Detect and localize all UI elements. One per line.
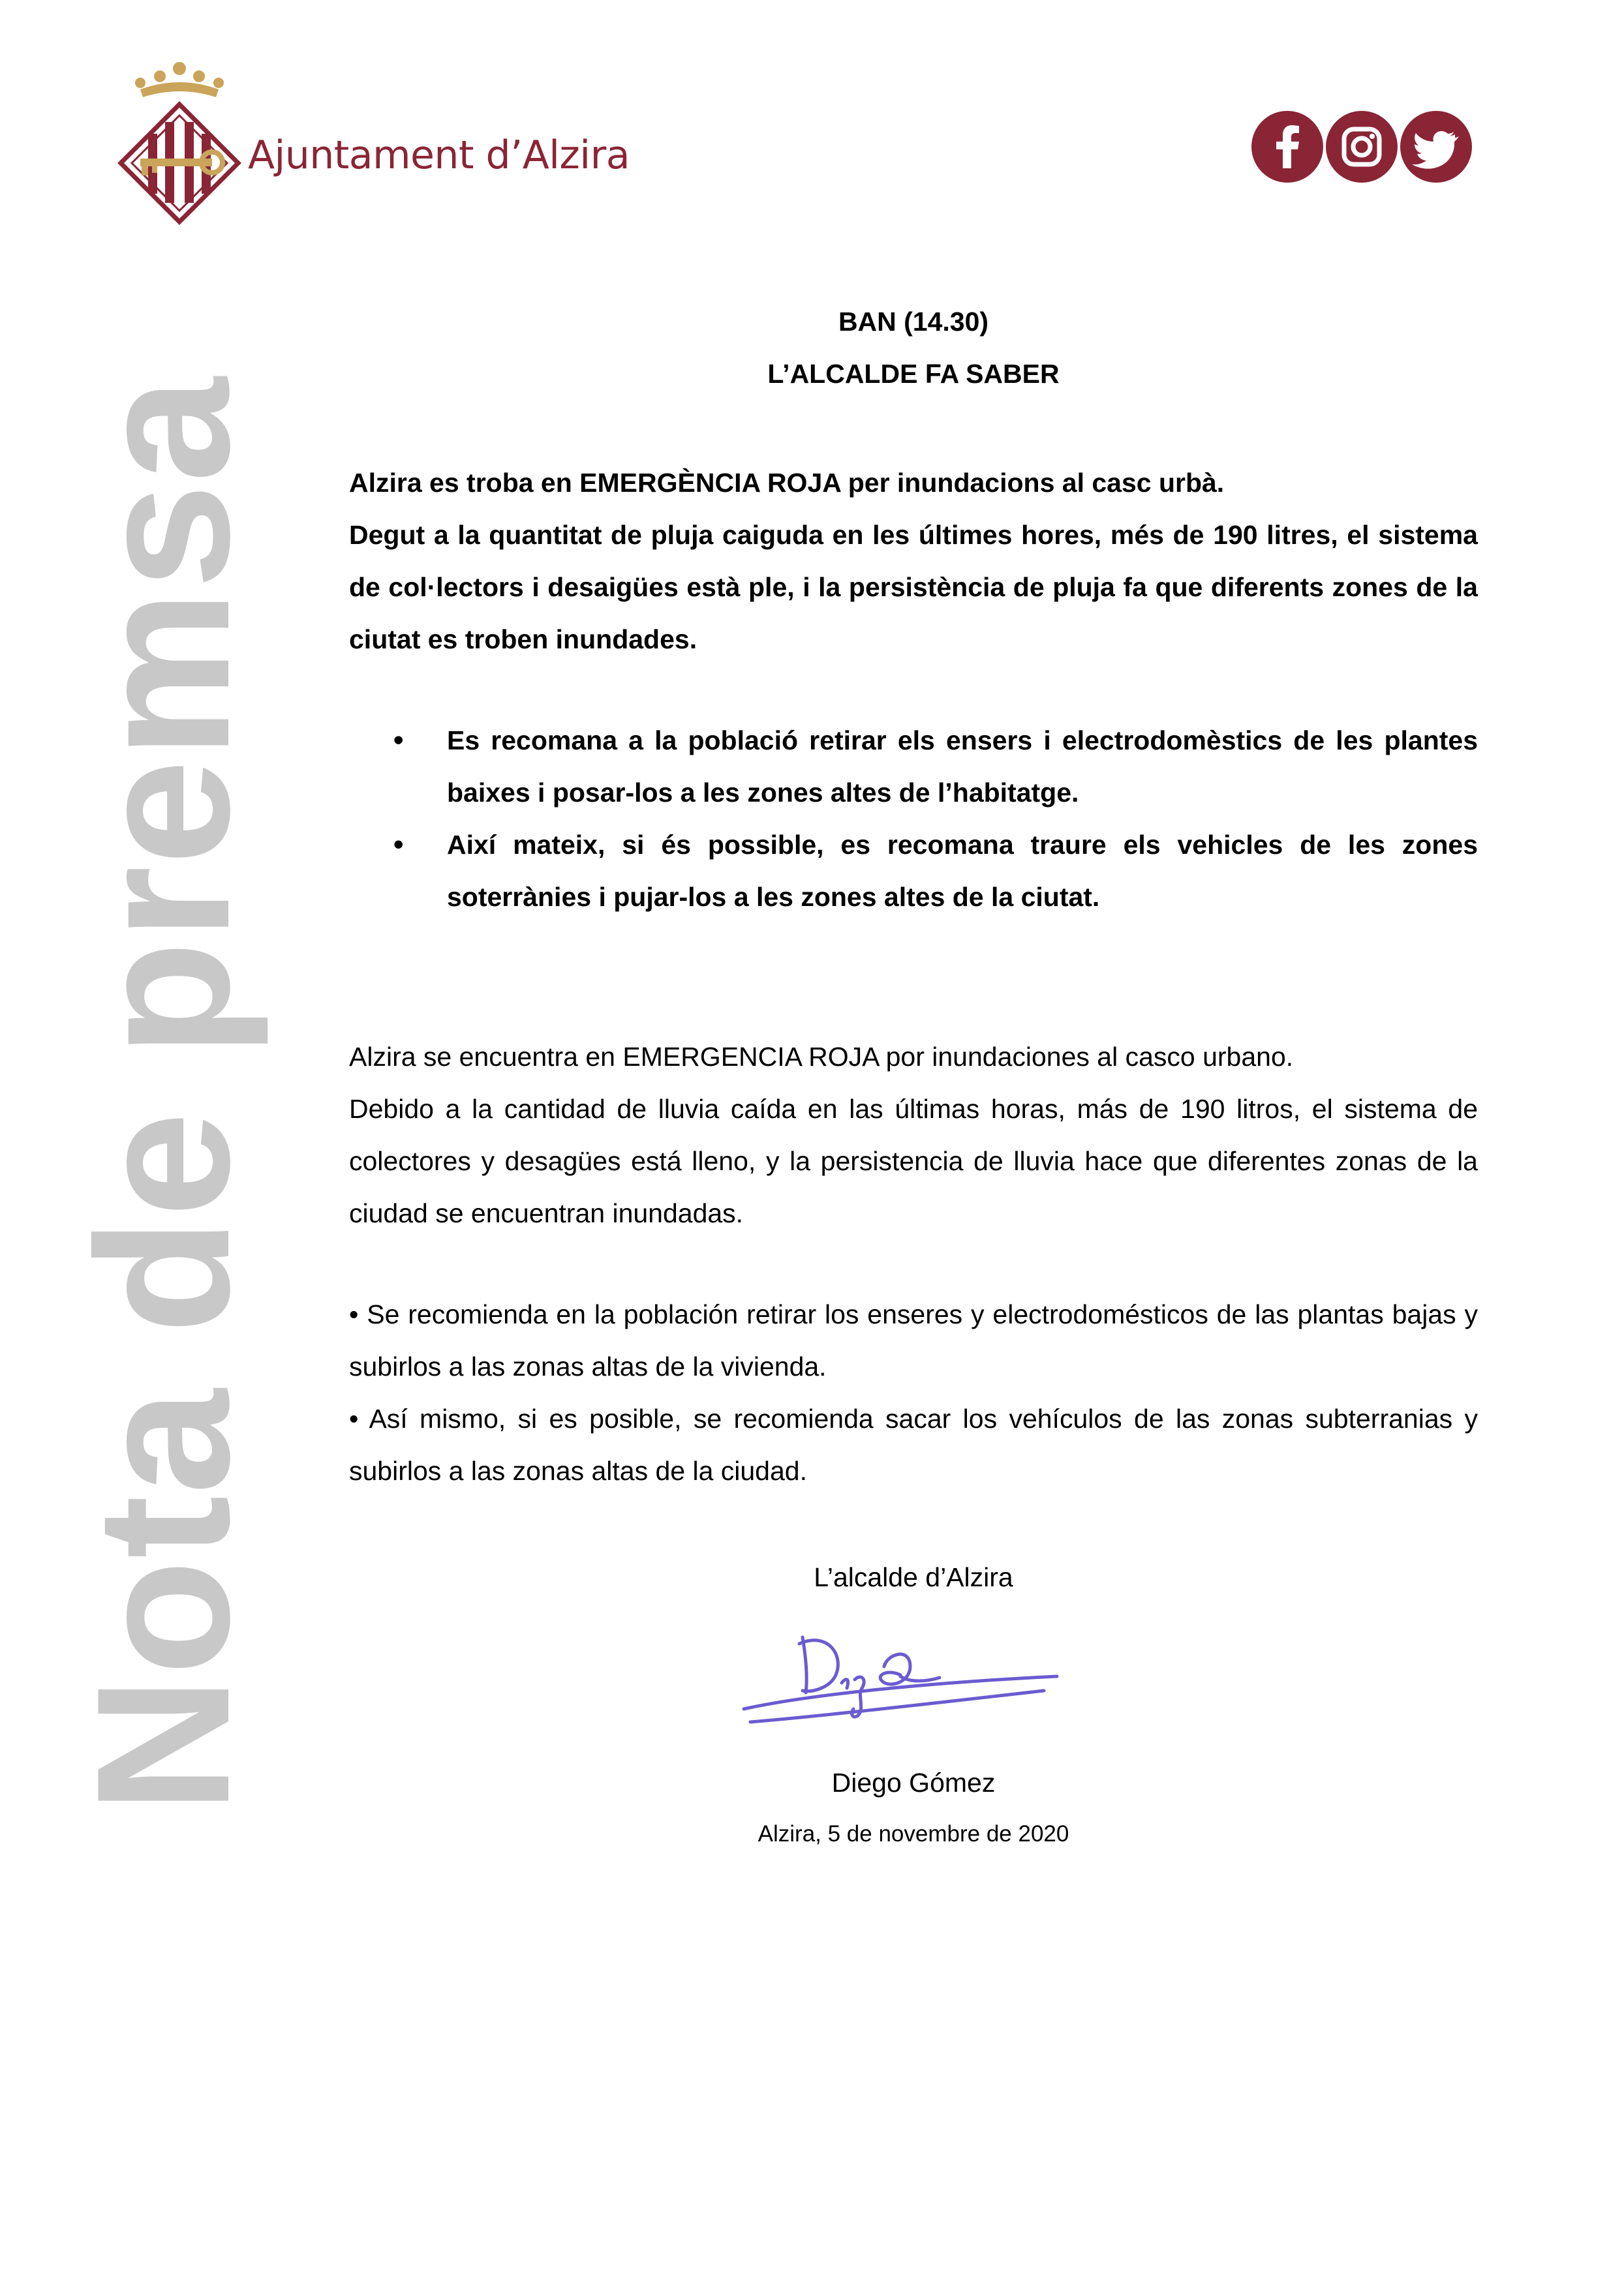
facebook-icon[interactable]	[1251, 111, 1323, 183]
list-item: • Es recomana a la població retirar els ensers i electrodomèstics de les plantes baixes i posar-los a les zones altes de l’habitatge.	[447, 714, 1478, 819]
signature-date: Alzira, 5 de novembre de 2020	[758, 1821, 1069, 1847]
handwritten-signature	[731, 1618, 1070, 1748]
spanish-body: Debido a la cantidad de lluvia caída en las últimas horas, más de 190 litros, el sistema de colectores y desagües está lleno, y la persistencia de lluvia hace que diferentes zonas de la ciudad se encuentran inundadas.	[349, 1094, 1478, 1228]
twitter-icon[interactable]	[1400, 111, 1472, 183]
watermark-nota-de-premsa: Nota de premsa	[57, 376, 269, 1813]
signature-role: L’alcalde d’Alzira	[814, 1562, 1013, 1592]
list-item: • Així mateix, si és possible, es recomana traure els vehicles de les zones soterrànies i pujar-los a les zones altes de la ciutat.	[447, 819, 1478, 923]
org-logo	[114, 62, 630, 225]
spanish-lead: Alzira se encuentra en EMERGENCIA ROJA por inundaciones al casco urbano.	[349, 1042, 1294, 1072]
org-name: Ajuntament d’Alzira	[248, 132, 630, 178]
signature-name: Diego Gómez	[831, 1768, 996, 1798]
spanish-bullet-1: • Se recomienda en la población retirar los enseres y electrodomésticos de las plantas bajas y subirlos a las zonas altas de la vivienda.	[349, 1299, 1478, 1382]
valencian-lead: Alzira es troba en EMERGÈNCIA ROJA per inundacions al casc urbà.	[349, 468, 1225, 498]
valencian-recommendations	[349, 714, 1478, 923]
instagram-icon[interactable]	[1326, 111, 1398, 183]
title-alcalde: L’ALCALDE FA SABER	[767, 359, 1060, 389]
spanish-bullet-2: • Así mismo, si es posible, se recomienda sacar los vehículos de las zonas subterranias y subirlos a las zonas altas de la ciudad.	[349, 1404, 1478, 1486]
title-ban: BAN (14.30)	[838, 307, 989, 337]
coat-of-arms-icon	[114, 62, 245, 225]
valencian-body: Degut a la quantitat de pluja caiguda en les últimes hores, més de 190 litres, el sistema de col·lectors i desaigües està ple, i la persistència de pluja fa que diferents zones de la ciutat es troben inundades.	[349, 520, 1478, 654]
